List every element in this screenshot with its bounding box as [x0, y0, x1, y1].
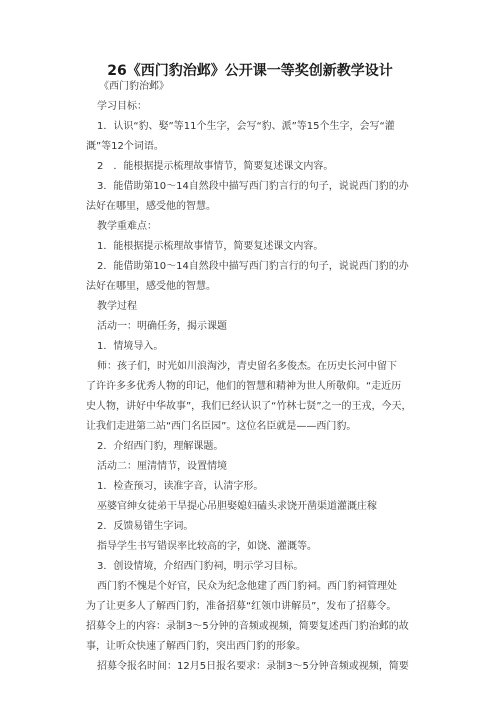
document-title: 26《西门豹治邺》公开课一等奖创新教学设计 — [107, 63, 393, 79]
text-line: 让我们走进第二站“西门名臣园”。这位名臣就是——西门豹。 — [86, 421, 357, 432]
text-line: 2．介绍西门豹，理解课题。 — [97, 441, 224, 452]
text-line: 1．能根据提示梳理故事情节，简要复述课文内容。 — [97, 241, 324, 252]
text-line: 1．情境导入。 — [97, 341, 164, 352]
text-line: 2．能借助第10～14自然段中描写西门豹言行的句子，说说西门豹的办 — [97, 261, 409, 272]
text-line: 巫婆官绅女徒弟干旱提心吊胆娶媳妇磕头求饶开凿渠道灌溉庄稼 — [97, 501, 377, 512]
text-line: 事，让听众快速了解西门豹，突出西门豹的形象。 — [86, 641, 306, 652]
text-line: 学习目标： — [97, 101, 147, 112]
text-line: 史人物，讲好中华故事”，我们已经认识了“竹林七贤”之一的王戎，今天， — [86, 401, 412, 412]
text-line: 溉”等12个词语。 — [86, 141, 164, 152]
text-line: 教学过程 — [97, 301, 137, 312]
text-line: 法好在哪里，感受他的智慧。 — [86, 281, 216, 292]
text-line: 3．创设情境，介绍西门豹祠，明示学习目标。 — [97, 561, 304, 572]
text-line: 指导学生书写错误率比较高的字，如饶、灌溉等。 — [97, 541, 317, 552]
text-line: 为了让更多人了解西门豹，准备招募“红领巾讲解员”，发布了招募令。 — [86, 601, 397, 612]
text-line: 师：孩子们，时光如川浪淘沙，青史留名多俊杰。在历史长河中留下 — [97, 361, 397, 372]
text-line: 活动一：明确任务，揭示课题 — [97, 321, 227, 332]
text-line: 招募令上的内容：录制3～5分钟的音频或视频，简要复述西门豹治邺的故 — [86, 621, 409, 632]
text-line: 2．反馈易错生字词。 — [97, 521, 194, 532]
text-line: 法好在哪里，感受他的智慧。 — [86, 201, 216, 212]
text-line: 1．认识“豹、娶”等11个生字，会写“豹、派”等15个生字，会写“灌 — [97, 121, 395, 132]
text-line: 1．检查预习，读准字音，认清字形。 — [97, 481, 264, 492]
text-line: 西门豹不愧是个好官，民众为纪念他建了西门豹祠。西门豹祠管理处 — [97, 581, 397, 592]
text-line: 招募令报名时间：12月5日报名要求：录制3～5分钟音频或视频，简要 — [97, 661, 409, 672]
text-line: 了许许多多优秀人物的印记，他们的智慧和精神为世人所敬仰。“走近历 — [86, 381, 402, 392]
text-line: 2 ．能根据提示梳理故事情节，简要复述课文内容。 — [97, 161, 334, 172]
text-line: 3．能借助第10～14自然段中描写西门豹言行的句子，说说西门豹的办 — [97, 181, 409, 192]
text-line: 教学重难点： — [97, 221, 157, 232]
text-line: 《西门豹治邺》 — [99, 81, 169, 92]
text-line: 活动二：厘清情节，设置情境 — [97, 461, 227, 472]
